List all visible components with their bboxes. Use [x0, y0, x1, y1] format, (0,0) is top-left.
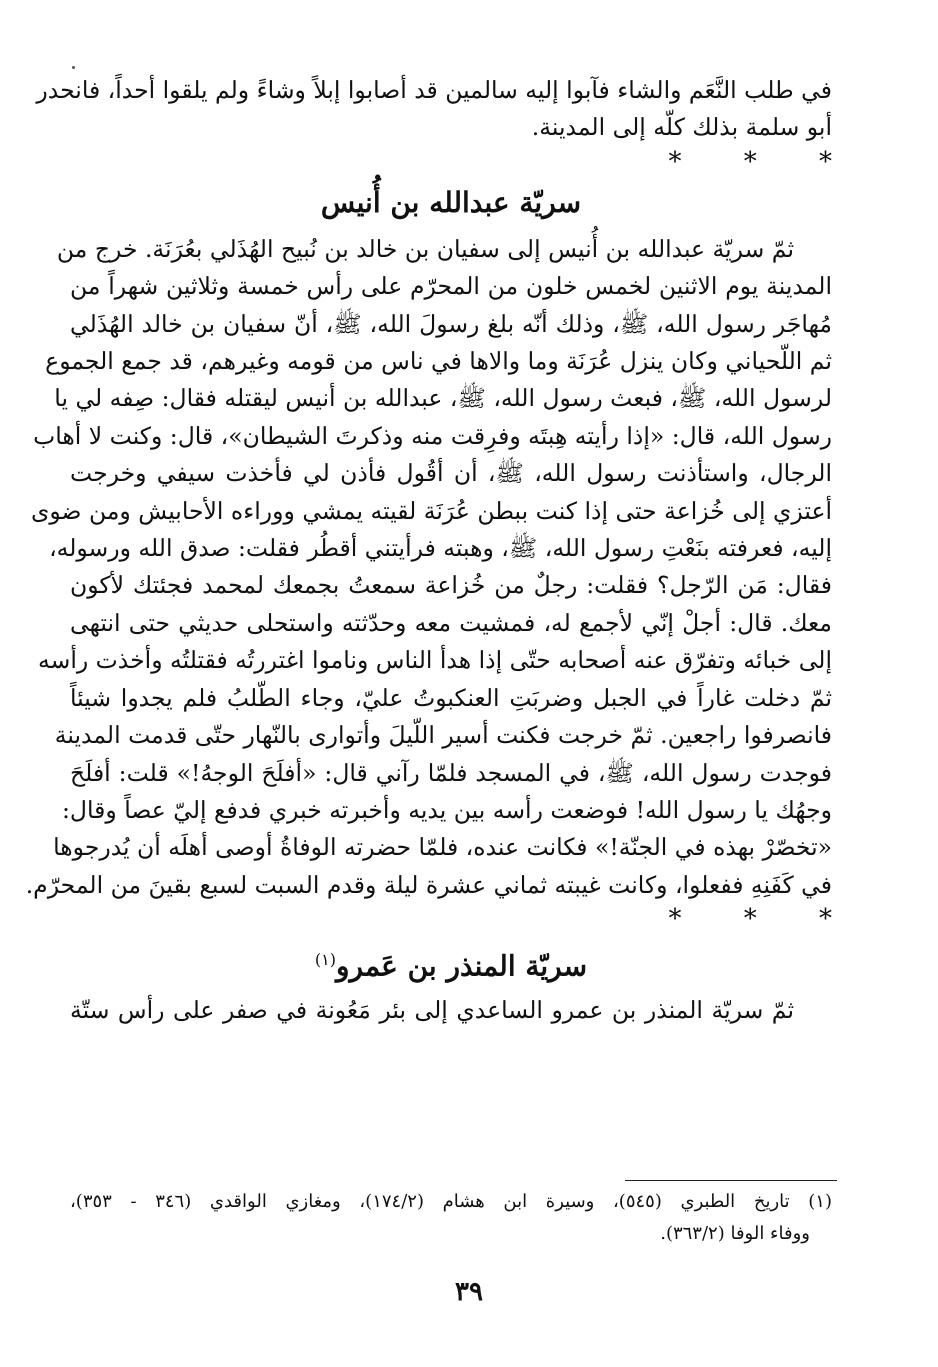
text-line: أعتزي إلى خُزاعة حتى إذا كنت ببطن عُرَنَة لقيته يمشي ووراءه الأحابيش ومن ضوى — [30, 496, 832, 525]
text-line: إليه، فعرفته بنَعْتِ رسول الله، ﷺ، وهبته فرأيتني أقطُر فقلت: صدق الله ورسوله، — [49, 534, 832, 563]
footnote-marker: (١) — [314, 950, 336, 970]
text-line: في طلب النَّعَم والشاء فآبوا إليه سالمين قد أصابوا إبلاً وشاءً ولم يلقوا أحداً، فانحدر — [36, 76, 832, 104]
text-line: ثمّ سريّة المنذر بن عمرو الساعدي إلى بئر مَعُونة في صفر على رأس ستّة — [70, 996, 794, 1025]
text-line: ثمّ سريّة عبدالله بن أُنيس إلى سفيان بن خالد بن نُبيح الهُذَلي بعُرَنَة. خرج من — [56, 234, 794, 263]
text-line: وجهُك يا رسول الله! فوضعت رأسه بين يديه وأخبرته خبري فدفع إليّ عصاً وقال: — [62, 795, 832, 824]
section-separator: * * * — [668, 146, 832, 177]
footnote-rule — [625, 1180, 837, 1181]
footnote-line: ووفاء الوفا (٣٦٣/٢). — [660, 1223, 810, 1244]
text-line: «تخصّرْ بهذه في الجنّة!» فكانت عنده، فلمّا حضرته الوفاةُ أوصى أهلَه أن يُدرجوها — [53, 833, 832, 862]
text-line: لرسول الله، ﷺ، فبعث رسول الله، ﷺ، عبدالله بن أنيس ليقتله فقال: صِفه لي يا — [54, 384, 832, 413]
footnote-line: (١) تاريخ الطبري (٥٤٥)، وسيرة ابن هشام (١٧٤/٢)، ومغازي الواقدي (٣٤٦ - ٣٥٣)، — [70, 1191, 832, 1212]
page-body — [25, 72, 832, 1030]
scan-speck — [72, 66, 75, 69]
section-title: سريّة عبدالله بن أُنيس — [320, 185, 582, 219]
text-line: معك. قال: أجلْ إنّي لأجمع له، فمشيت معه وحدّثته واستحلى حديثي حتى انتهى — [70, 608, 832, 637]
text-line: مُهاجَر رسول الله، ﷺ، وذلك أنّه بلغ رسولَ الله، ﷺ، أنّ سفيان بن خالد الهُذَلي — [70, 309, 832, 338]
text-line: الرجال، واستأذنت رسول الله، ﷺ، أن أقُول فأذن لي فأخذت سيفي وخرجت — [70, 459, 832, 488]
text-line: فقال: مَن الرّجل؟ فقلت: رجلٌ من خُزاعة سمعتُ بجمعك لمحمد فجئتك لأكون — [70, 571, 832, 600]
text-line: إلى خبائه وتفرّق عنه أصحابه حتّى إذا هدأ الناس وناموا اغتررتُه فقتلتُه وأخذت رأسه — [38, 646, 832, 675]
text-line: المدينة يوم الاثنين لخمس خلون من المحرّم على رأس خمسة وثلاثين شهراً من — [70, 272, 832, 301]
section-paragraph — [70, 992, 832, 1029]
footnote — [70, 1186, 832, 1250]
text-line: ثم اللّحياني وكان ينزل عُرَنَة وما والاها في ناس من قومه وغيرهم، قد جمع الجموع — [45, 347, 832, 376]
text-line: ثمّ دخلت غاراً في الجبل وضربَتِ العنكبوتُ عليّ، وجاء الطّلبُ فلم يجدوا شيئاً — [70, 683, 832, 712]
section-separator: * * * — [668, 904, 832, 935]
section-paragraph — [25, 231, 832, 904]
text-line: فوجدت رسول الله، ﷺ، في المسجد فلمّا رآني قال: «أفلَحَ الوجهُ!» قلت: أفلَحَ — [70, 758, 832, 787]
section-title: سريّة المنذر بن عَمرو$^{(١)}$ — [314, 949, 588, 983]
intro-paragraph — [36, 72, 832, 147]
text-line: في كَفَنِهِ ففعلوا، وكانت غيبته ثماني عشرة ليلة وقدم السبت لسبع بقينَ من المحرّم. — [25, 870, 832, 899]
page-number: ٣٩ — [455, 1277, 483, 1307]
text-line: أبو سلمة بذلك كلّه إلى المدينة. — [531, 113, 832, 142]
text-line: فانصرفوا راجعين. ثمّ خرجت فكنت أسير اللّيلَ وأتوارى بالنّهار حتّى قدمت المدينة — [54, 721, 832, 750]
text-line: رسول الله، قال: «إذا رأيته هِبتَه وفرِقت منه وذكرتَ الشيطان»، قال: وكنت لا أهاب — [33, 421, 832, 450]
